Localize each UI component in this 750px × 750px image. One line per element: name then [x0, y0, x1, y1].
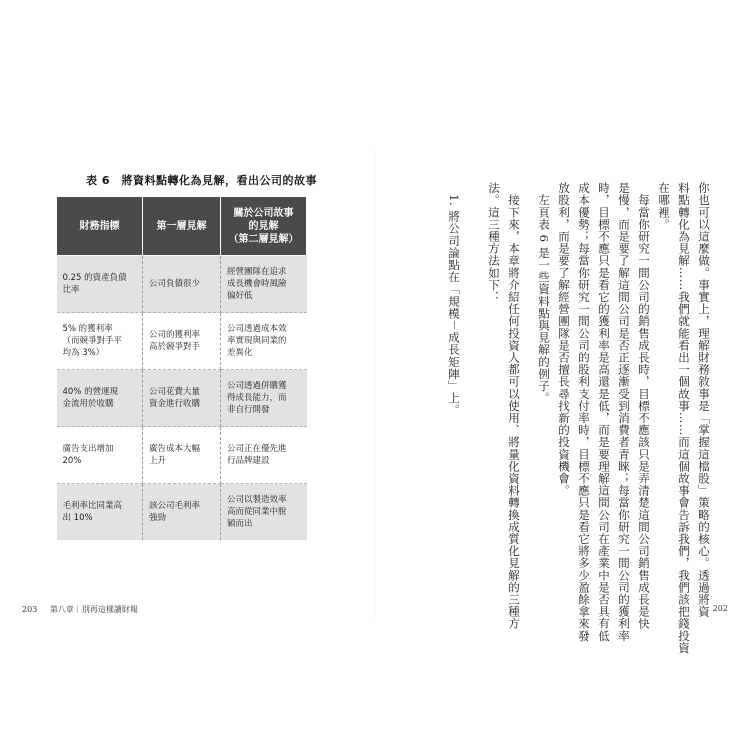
table-title: 表 6 將資料點轉化為見解，看出公司的故事	[86, 174, 317, 187]
first-insight-cell: 該公司毛利率 強勁	[143, 484, 221, 541]
table-row	[57, 427, 307, 484]
insight-table	[56, 196, 307, 540]
body-text-column: 是慢，而是要了解這間公司是否正逐漸受到消費者青睞；每當你研究一間公司的獲利率	[617, 182, 631, 642]
body-text-column: 法。這三種方法如下：	[487, 182, 501, 303]
metric-cell: 40% 的營運現 金流用於收購	[57, 370, 143, 427]
body-text-column: 料點轉化為見解……我們就能看出一個故事……而這個故事會告訴我們，我們該把錢投資	[677, 182, 691, 654]
metric-cell: 5% 的獲利率 （而競爭對手平 均為 3%）	[57, 313, 143, 370]
metric-cell: 0.25 的資產負債 比率	[57, 256, 143, 313]
left-footer	[22, 604, 138, 615]
chapter-title: 第八章｜別再這樣讀財報	[49, 605, 138, 614]
numbered-list-item: 1. 將公司論點在「規模－成長矩陣」上。	[447, 182, 461, 417]
second-insight-cell: 公司透過併購獲 得成長能力，而 非自行開發	[221, 370, 307, 427]
table-row	[57, 256, 307, 313]
table-row	[57, 370, 307, 427]
right-page-number: 202	[712, 604, 728, 613]
first-insight-cell: 公司的獲利率 高於競爭對手	[143, 313, 221, 370]
first-insight-cell: 公司負債很少	[143, 256, 221, 313]
second-insight-cell: 公司透過成本效 率實現與同業的 差異化	[221, 313, 307, 370]
body-text-column: 每當你研究一間公司的銷售成長時，目標不應該只是弄清楚這間公司銷售成長是快	[637, 182, 651, 630]
second-insight-cell: 公司以製造效率 高而從同業中脫 穎而出	[221, 484, 307, 541]
second-insight-cell: 經營團隊在追求 成長機會時風險 偏好低	[221, 256, 307, 313]
header-financial-metric: 財務指標	[57, 197, 143, 256]
table-header-row	[57, 197, 307, 256]
body-text-column: 你也可以這麼做。事實上，理解財務敘事是「掌握這檔股」策略的核心。透過將資	[697, 182, 711, 618]
table-row	[57, 313, 307, 370]
first-insight-cell: 廣告成本大幅 上升	[143, 427, 221, 484]
body-text-column: 接下來，本章將介紹任何投資人都可以使用、將量化資料轉換成質化見解的三種方	[507, 182, 521, 630]
body-text-column: 左頁表 6 是一些資料點與見解的例子。	[537, 182, 551, 405]
second-insight-cell: 公司正在優先進 行品牌建設	[221, 427, 307, 484]
left-page-number: 203	[22, 605, 38, 614]
first-insight-cell: 公司花費大量 資金進行收購	[143, 370, 221, 427]
header-first-level-insight: 第一層見解	[143, 197, 221, 256]
body-text-column: 放股利，而是要了解經營團隊是否擅長尋找新的投資機會。	[557, 182, 571, 497]
page-gutter	[374, 150, 376, 620]
table-row	[57, 484, 307, 541]
body-text-column: 成本優勢；每當你研究一間公司的股利支付率時，目標不應只是看它將多少盈餘拿來發	[577, 182, 591, 642]
body-text-column: 在哪裡。	[657, 182, 671, 231]
header-second-level-insight: 關於公司故事 的見解 （第二層見解）	[221, 197, 307, 256]
metric-cell: 毛利率比同業高 出 10%	[57, 484, 143, 541]
metric-cell: 廣告支出增加 20%	[57, 427, 143, 484]
body-text-column: 時，目標不應只是看它的獲利率是高還是低，而是要理解這間公司在產業中是否具有低	[597, 182, 611, 642]
